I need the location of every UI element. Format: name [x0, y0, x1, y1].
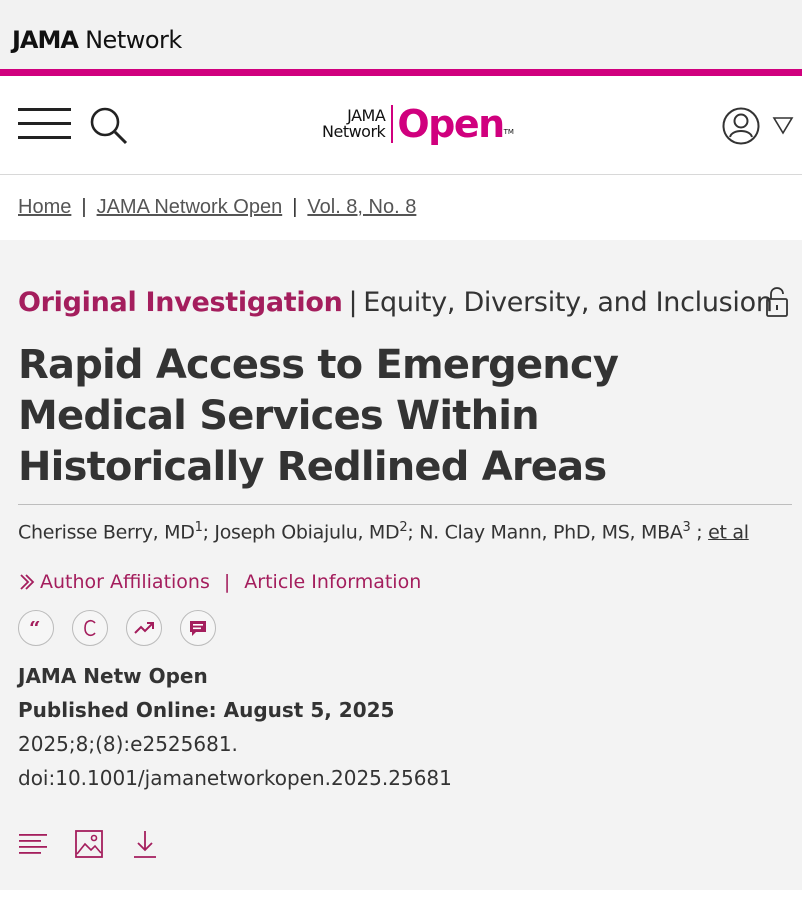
breadcrumb-journal[interactable]: JAMA Network Open [96, 196, 283, 218]
author-name[interactable]: Cherisse Berry, MD [18, 521, 195, 544]
logo-divider [391, 105, 393, 143]
accent-bar [0, 69, 802, 76]
user-icon[interactable] [721, 106, 761, 146]
double-chevron-right-icon [18, 573, 36, 591]
breadcrumb-issue[interactable]: Vol. 8, No. 8 [307, 196, 417, 218]
jama-network-open-logo[interactable] [322, 104, 514, 144]
citation: 2025;8;(8):e2525681. [18, 732, 238, 756]
article-header [0, 240, 802, 890]
quote-icon[interactable] [18, 610, 54, 646]
jama-network-brand[interactable] [12, 26, 182, 54]
article-links [18, 571, 421, 593]
author-name[interactable]: Joseph Obiajulu, MD [214, 521, 400, 544]
logo-open: Open [397, 102, 504, 146]
search-icon[interactable] [89, 106, 129, 146]
figures-icon[interactable] [74, 829, 104, 859]
site-header [0, 76, 802, 175]
author-name[interactable]: N. Clay Mann, PhD, MS, MBA [419, 521, 683, 544]
logo-tm: TM [503, 128, 514, 136]
article-title: Rapid Access to Emergency Medical Services Within Historically Redlined Areas [18, 342, 619, 490]
logo-line2: Network [322, 122, 386, 141]
author-affiliation-number: 1 [194, 520, 203, 535]
menu-icon[interactable] [18, 108, 71, 140]
breadcrumb-home[interactable]: Home [18, 196, 72, 218]
published-date: Published Online: August 5, 2025 [18, 698, 395, 722]
breadcrumb [0, 175, 802, 240]
account-dropdown-icon[interactable] [771, 114, 795, 136]
links-separator: | [223, 571, 231, 593]
logo-line1: JAMA [347, 106, 386, 125]
trending-icon[interactable] [126, 610, 162, 646]
open-access-lock-icon [765, 286, 789, 318]
comment-icon[interactable] [180, 610, 216, 646]
breadcrumb-separator: | [292, 196, 298, 218]
author-list: Cherisse Berry, $MD^1$; Joseph Obiajulu, $MD^2$; N. Clay Mann, PhD, MS, MBA$^3$ ; et al [18, 520, 749, 544]
svg-text:“: “ [29, 621, 41, 635]
article-actions [18, 610, 216, 646]
download-icon[interactable] [130, 829, 160, 859]
article-tags [18, 287, 773, 318]
et-al-link[interactable]: et al [708, 521, 749, 544]
doi: doi:10.1001/jamanetworkopen.2025.25681 [18, 766, 452, 790]
publication-info [18, 659, 452, 795]
author-affiliation-number: 2 [399, 520, 408, 535]
copyright-icon[interactable] [72, 610, 108, 646]
author-affiliation-number: 3 [682, 520, 691, 535]
network-brand-bar [0, 0, 802, 69]
article-tools [18, 829, 160, 859]
article-information-link[interactable]: Article Information [244, 571, 422, 593]
title-divider [18, 504, 792, 505]
article-topic[interactable]: Equity, Diversity, and Inclusion [363, 287, 773, 318]
journal-abbrev: JAMA Netw Open [18, 664, 208, 688]
full-text-icon[interactable] [18, 829, 48, 859]
brand-bold: JAMA [12, 26, 78, 54]
article-type[interactable]: Original Investigation [18, 287, 343, 318]
author-affiliations-link[interactable]: Author Affiliations [40, 571, 210, 593]
brand-rest: Network [77, 26, 182, 54]
breadcrumb-separator: | [81, 196, 87, 218]
tag-separator: | [348, 287, 358, 318]
